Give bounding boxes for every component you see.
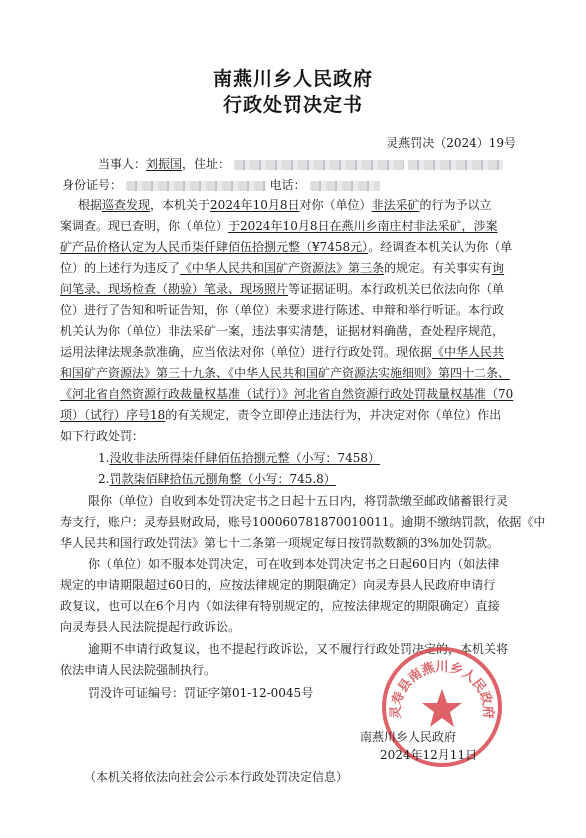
signing-date: 2024年12月11日 xyxy=(380,748,478,762)
text-span: 位）的上述行为违反了 xyxy=(60,261,181,275)
p1-line-11 xyxy=(60,406,530,424)
text-span-u: 和国矿产资源法》第三十九条、《中华人民共和国矿产资源法实施细则》第四十二条、 xyxy=(60,366,511,380)
text-span-u: 《河北省自然资源行政裁量权基准（试行）》河北省自然资源行政处罚裁量权基准（70 xyxy=(60,387,514,401)
penalty-item-2 xyxy=(98,470,568,488)
p1-line-3 xyxy=(60,238,530,256)
signing-org: 南燕川乡人民政府 xyxy=(360,730,457,744)
text-span: 的有关规定，责令立即停止违法行为，并决定对你（单位）作出 xyxy=(165,408,502,422)
redacted-address-2 xyxy=(408,160,503,170)
p1-line-8 xyxy=(60,343,530,361)
p1-line-6 xyxy=(60,301,530,319)
seal-star-icon xyxy=(422,689,462,727)
id-line xyxy=(62,176,532,194)
text-span: 。经调查本机关认为你（单 xyxy=(368,240,513,254)
p1-line-5 xyxy=(60,280,530,298)
p2-line-2: 寿支行，账户：灵寿县财政局，账号100060781870010011。逾期不缴纳罚款，依据《中 xyxy=(60,515,546,529)
text-span-u: 罚款柒佰肆拾伍元捌角整（小写：745.8） xyxy=(109,472,336,486)
phone-label: 电话： xyxy=(269,178,306,192)
text-span-u: 巡查发现 xyxy=(102,198,151,212)
org-title: 南燕川乡人民政府 xyxy=(212,68,373,90)
text-span: ，本机关于 xyxy=(150,198,211,212)
text-span-u: 《中华人民共 xyxy=(432,345,505,359)
text-span: 等证据证明。本行政机关已依法向你（单 xyxy=(288,282,505,296)
text-span-u: 没收非法所得柒仟肆佰伍拾捌元整（小写：7458） xyxy=(109,451,380,465)
p2-line-3: 华人民共和国行政处罚法》第七十二条第一项规定每日按罚款数额的3%加处罚款。 xyxy=(60,536,500,550)
permit-number: 罚没许可证编号：罚证字第01-12-0045号 xyxy=(88,686,314,700)
text-span-u: 《中华人民共和国矿产资源法》第三条 xyxy=(180,261,385,275)
p4-line-1: 逾期不申请行政复议，也不提起行政诉讼，又不履行行政处罚决定的，本机关将 xyxy=(88,642,509,656)
text-span: 根据 xyxy=(78,198,103,212)
p1-line-10 xyxy=(60,385,530,403)
text-span: 位）进行了告知和听证告知，你（单位）未要求进行陈述、申辩和举行听证。本行政 xyxy=(60,303,505,317)
penalty-item-1 xyxy=(98,449,568,467)
text-span-u: 于2024年10月8日在燕川乡南庄村非法采矿，涉案 xyxy=(228,219,498,233)
seal-text-path: 灵寿县南燕川乡人民政府 xyxy=(388,660,496,719)
p1-line-9 xyxy=(60,364,530,382)
p3-line-1: 你（单位）如不服本处罚决定，可在收到本处罚决定书之日起60日内（如法律 xyxy=(88,557,500,571)
text-span-u: 矿产品价格认定为人民币柒仟肆佰伍拾捌元整（¥7458元） xyxy=(60,240,369,254)
p1-line-7 xyxy=(60,322,530,340)
p3-line-3: 政复议，也可以在6个月内（如法律有特别规定的，应按法律规定的期限确定）直接 xyxy=(60,599,500,613)
text-span: 案调查。现已查明，你（单位） xyxy=(60,219,229,233)
doc-title: 行政处罚决定书 xyxy=(222,94,363,116)
text-span-u: 询 xyxy=(492,261,505,275)
redacted-address xyxy=(234,160,404,170)
p4-line-2: 依法申请人民法院强制执行。 xyxy=(60,663,217,677)
text-span-u: 问笔录、现场检查（勘验）笔录、现场照片 xyxy=(60,282,289,296)
p1-line-1 xyxy=(78,196,548,214)
p3-line-2: 规定的申请期限超过60日的，应按法律规定的期限确定）向灵寿县人民政府申请行 xyxy=(60,578,496,592)
text-span: 的规定。有关事实有 xyxy=(384,261,493,275)
text-span: 对你（单位） xyxy=(299,198,372,212)
p1-line-2 xyxy=(60,217,530,235)
text-span: 运用法律法规条款准确，应当依法对你（单位）进行行政处罚。现依据 xyxy=(60,345,433,359)
p2-line-1: 限你（单位）自收到本处罚决定书之日起十五日内，将罚款缴至邮政储蓄银行灵 xyxy=(88,494,509,508)
text-span: 的行为予以立 xyxy=(419,198,492,212)
id-label: 身份证号： xyxy=(62,178,123,192)
text-span: 如下行政处罚： xyxy=(60,429,145,443)
text-span: 机关认为你（单位）非法采矿一案，违法事实清楚，证据材料确凿，查处程序规范， xyxy=(60,324,505,338)
address-label: ，住址： xyxy=(182,157,231,171)
p1-line-12 xyxy=(60,427,530,445)
public-notice-footer: （本机关将依法向社会公示本行政处罚决定信息） xyxy=(84,770,349,784)
redacted-id xyxy=(126,181,266,191)
text-span-u: 项）（试行）序号18 xyxy=(60,408,166,422)
text-span: 2. xyxy=(98,472,110,486)
redacted-phone xyxy=(310,181,380,191)
text-span-u: 2024年10月8日 xyxy=(210,198,300,212)
party-label: 当事人： xyxy=(98,157,147,171)
party-name: 刘振国 xyxy=(146,157,183,171)
text-span-u: 非法采矿 xyxy=(371,198,420,212)
doc-number: 灵燕罚决（2024）19号 xyxy=(386,136,516,150)
p3-line-4: 向灵寿县人民法院提起行政诉讼。 xyxy=(60,620,241,634)
text-span: 1. xyxy=(98,451,110,465)
p1-line-4 xyxy=(60,259,530,277)
party-line xyxy=(98,155,568,173)
